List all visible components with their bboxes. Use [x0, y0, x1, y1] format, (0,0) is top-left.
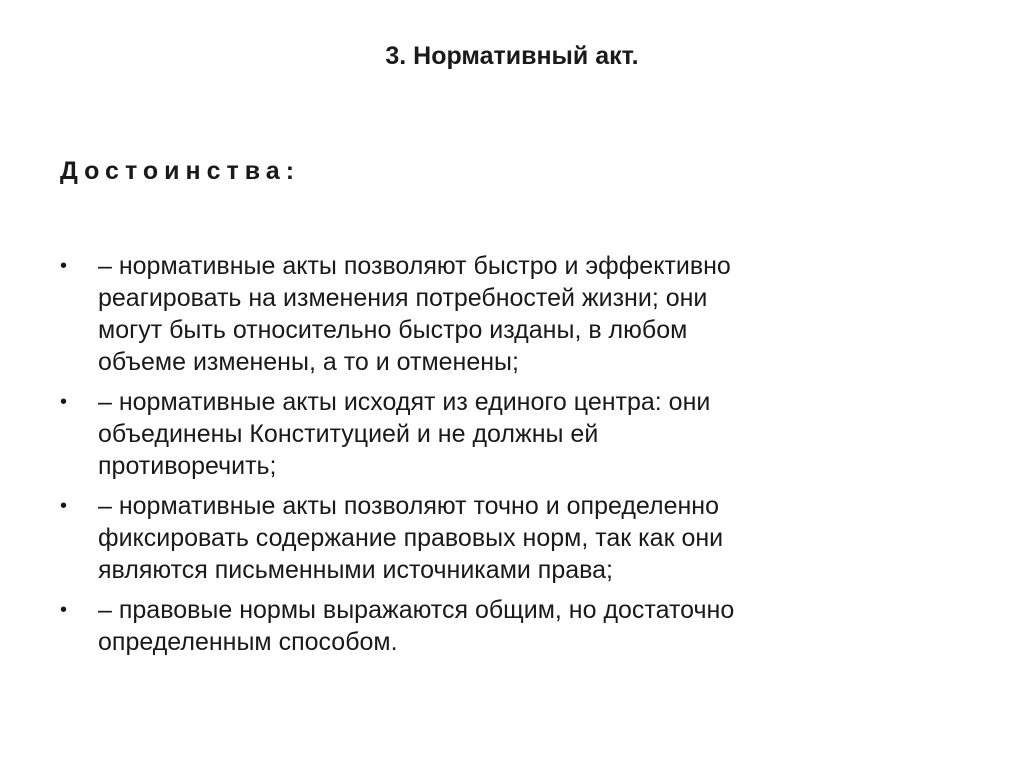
bullet-line: – нормативные акты позволяют точно и определенно [98, 492, 719, 520]
bullet-line: объеме изменены, а то и отменены; [98, 348, 519, 376]
bullet-icon: • [60, 391, 68, 413]
slide-title: 3. Нормативный акт. [385, 42, 639, 70]
bullet-icon: • [60, 255, 68, 277]
bullet-list [60, 250, 860, 666]
list-item [60, 594, 860, 658]
bullet-line: – нормативные акты исходят из единого центра: они [98, 388, 711, 416]
bullet-line: реагировать на изменения потребностей жизни; они [98, 284, 708, 312]
bullet-line: – нормативные акты позволяют быстро и эффективно [98, 252, 731, 280]
bullet-line: объединены Конституцией и не должны ей [98, 420, 599, 448]
bullet-icon: • [60, 599, 68, 621]
bullet-line: – правовые нормы выражаются общим, но достаточно [98, 596, 735, 624]
bullet-line: фиксировать содержание правовых норм, так как они [98, 524, 724, 552]
bullet-line: могут быть относительно быстро изданы, в любом [98, 316, 688, 344]
bullet-icon: • [60, 495, 68, 517]
section-heading: Достоинства: [60, 157, 301, 185]
list-item [60, 386, 860, 482]
list-item [60, 490, 860, 586]
bullet-line: являются письменными источниками права; [98, 556, 613, 584]
bullet-line: определенным способом. [98, 628, 398, 656]
bullet-line: противоречить; [98, 452, 277, 480]
list-item [60, 250, 860, 378]
